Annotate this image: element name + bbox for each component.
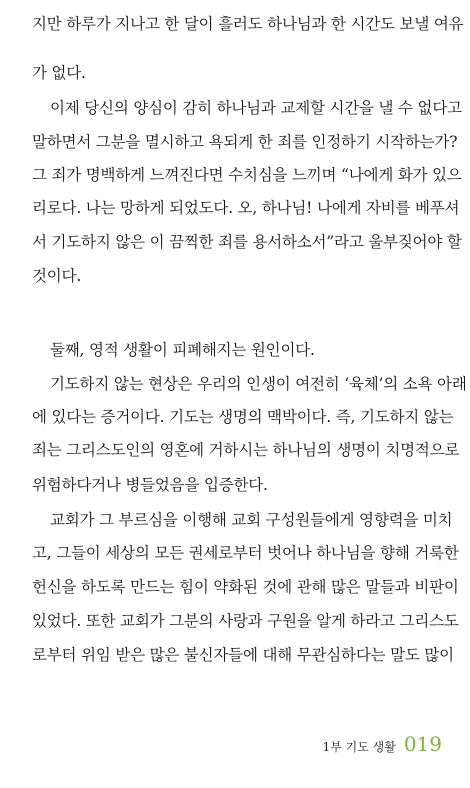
text-line: 에 있다는 증거이다. 기도는 생명의 맥박이다. 즉, 기도하지 않는 — [32, 408, 454, 426]
text-line: 서 기도하지 않은 이 끔찍한 죄를 용서하소서”라고 울부짖어야 할 — [32, 233, 462, 251]
text-line: 죄는 그리스도인의 영혼에 거하시는 하나님의 생명이 치명적으로 — [32, 441, 460, 459]
text-line: 이제 당신의 양심이 감히 하나님과 교제할 시간을 낼 수 없다고 — [50, 99, 462, 117]
text-line: 말하면서 그분을 멸시하고 욕되게 한 죄를 인정하기 시작하는가? — [32, 133, 458, 151]
text-line: 가 없다. — [32, 64, 86, 82]
text-line: 지만 하루가 지나고 한 달이 흘러도 하나님과 한 시간도 보낼 여유 — [32, 15, 464, 33]
text-line: 기도하지 않는 현상은 우리의 인생이 여전히 ‘육체’의 소욕 아래 — [50, 375, 467, 393]
text-line: 위험하다거나 병들었음을 입증한다. — [32, 476, 268, 494]
text-line: 것이다. — [32, 267, 82, 285]
text-line: 교회가 그 부르심을 이행해 교회 구성원들에게 영향력을 미치 — [50, 511, 453, 529]
running-title: 1부 기도 생활 — [322, 740, 396, 754]
page-footer — [323, 732, 442, 756]
page-number: 019 — [403, 732, 442, 756]
text-line: 고, 그들이 세상의 모든 권세로부터 벗어나 하나님을 향해 거룩한 — [32, 544, 459, 562]
text-line: 헌신을 하도록 만드는 힘이 약화된 것에 관해 많은 말들과 비판이 — [32, 578, 459, 596]
text-line: 로부터 위임 받은 많은 불신자들에 대해 무관심하다는 말도 많이 — [32, 646, 454, 664]
text-line: 그 죄가 명백하게 느껴진다면 수치심을 느끼며 “나에게 화가 있으 — [32, 166, 462, 184]
text-line: 리로다. 나는 망하게 되었도다. 오, 하나님! 나에게 자비를 베푸셔 — [32, 199, 460, 217]
section-heading: 둘째, 영적 생활이 피폐해지는 원인이다. — [50, 341, 315, 359]
text-line: 있었다. 또한 교회가 그분의 사랑과 구원을 알게 하라고 그리스도 — [32, 612, 459, 630]
